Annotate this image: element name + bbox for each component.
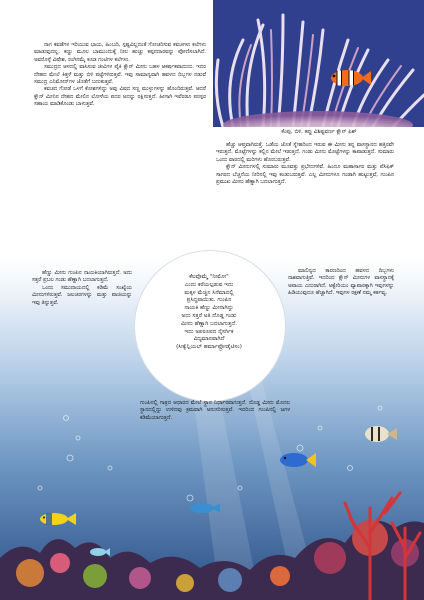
clownfish-anemone-photo (213, 0, 424, 127)
pull-quote-line: (ಸೀಕ್ವೆನ್ಷಿಯಲ್ ಹರ್ಮಾಫ್ರೋಡೈಟಿಸಂ) (176, 344, 242, 351)
article-column-center-bottom: ಗುಂಪಿನಲ್ಲಿ ಗಾತ್ರದ ಆಧಾರದ ಮೇಲೆ ಸ್ಥಾನ ನಿರ್ಧಾರವಾಗುತ್ತದೆ. ದೊಡ್ಡ ಮೀನು ಮೊದಲ ಸ್ಥಾನದಲ್ಲಿದ್ದು ಉಳಿದವು ಕ್ರಮವಾಗಿ ಅನುಸರಿಸುತ್ತವೆ. ಇದರಿಂದ ಗುಂಪಿನಲ್ಲಿ ಜಗಳ ಕಡಿಮೆಯಾಗುತ್ತದೆ. (140, 400, 290, 421)
paragraph: ಕವಚದ ಗೋಡೆ ಒಳಗೆ ಕೋಶಗಳಿದ್ದು ಅವು ವಿಷದ ಸಣ್ಣ ಮುಳ್ಳುಗಳನ್ನು ಹೊಂದಿರುತ್ತವೆ. ಆದರೆ ಕ್ಲೌನ್ ಮೀನಿನ ದೇಹದ ಮೇಲಿನ ಲೋಳೆಯ ಪದರ ಅದನ್ನು ರಕ್ಷಿಸುತ್ತದೆ. ಹೀಗಾಗಿ ಇವೆರಡೂ ಪರಸ್ಪರ ಸಹಾಯ ಮಾಡಿಕೊಂಡು ಬಾಳುತ್ತವೆ. (34, 86, 206, 108)
article-column-right (216, 142, 394, 262)
pull-quote-line: ಪ್ರಸಿದ್ಧವಾಯಿತು. ಗುಂಪಿನ (186, 297, 232, 304)
paragraph: ಸಮುದ್ರದ ಆಳದಲ್ಲಿ ವಾಸಿಸುವ ಜೀವಿಗಳ ಪೈಕಿ ಕ್ಲೌನ್ ಮೀನು ಬಹಳ ಆಕರ್ಷಕವಾದುದು. ಇದರ ದೇಹದ ಮೇಲೆ ಕಿತ್ತಳೆ ಮತ್ತು ಬಿಳಿ ಪಟ್ಟೆಗಳಿರುತ್ತವೆ. ಇವು ಸಾಮಾನ್ಯವಾಗಿ ಹವಳದ ದಿಬ್ಬಗಳ ನಡುವೆ ಸಮುದ್ರ ಎನಿಮೋನ್‌ಗಳ ಜೊತೆಗೆ ಬದುಕುತ್ತವೆ. (34, 64, 206, 86)
paragraph: ಹೆಣ್ಣು ಮೀನು ಗುಂಪಿನ ನಾಯಕಿಯಾಗಿರುತ್ತದೆ. ಅದು ಸತ್ತರೆ ಪ್ರಬಲ ಗಂಡು ಹೆಣ್ಣಾಗಿ ಬದಲಾಗುತ್ತದೆ. (32, 270, 132, 284)
angelfish-icon (365, 426, 397, 442)
yellow-fish-icon (40, 513, 76, 525)
pull-quote-line: ಮಕ್ಕಳ ಮೆಚ್ಚಿನ ಸಿನೆಮಾದಲ್ಲಿ (184, 289, 234, 296)
pull-quote-line: ವಿದ್ಯಮಾನವಾಗಿದೆ (193, 336, 225, 343)
pull-quote-line: ಕೆಲವೊಮ್ಮೆ "ನೀಮೋ" (189, 274, 229, 280)
pull-quote-line: ಅದು ಸತ್ತರೆ ಅತಿ ದೊಡ್ಡ ಗಂಡು (181, 312, 237, 319)
pull-quote-line: ನಾಯಕಿ ಹೆಣ್ಣು ಮೀನಾಗಿದ್ದು (184, 305, 234, 312)
article-column-left-bottom (32, 270, 132, 400)
pull-quote (149, 274, 269, 384)
article-column-left (34, 42, 206, 258)
pull-quote-line: ಎಂದು ಕರೆಯಲ್ಪಡುವ ಇದು (184, 281, 234, 288)
photo-caption: ಕೆಂಪು, ಬಿಳಿ, ಕಪ್ಪು ವಿಶಿಷ್ಟವರ್ಣ ಕ್ಲೌನ್ ಫಿಶ್ (281, 129, 357, 135)
anemone-illustration (213, 0, 424, 127)
pull-quote-line: ಇದು ಅಪರೂಪದ ನೈಸರ್ಗಿಕ (184, 328, 234, 335)
pull-quote-line: ಮೀನು ಹೆಣ್ಣಾಗಿ ಬದಲಾಗುತ್ತದೆ. (180, 320, 238, 327)
paragraph: ನಾಗ ಕವಡೆಗಳ ಇರಿಯುವ ಛಾಯ, ಹಿಂಬದಿ, ಸ್ಪಷ್ಟವಿಲ್ಲದಂತೆ ಗೋಚರಿಸುವ ಕವಚಗಳು ಕಲೆಗಳು ಮಾಡುವುದಲ್ಲ. ಕಣ್ಣು ಮೂಲ ಬಾಮುಂದುಕ್ಕೆ ನೀಲ ಹುಚ್ಚು ಕಪ್ಪನದಾರವನ್ನು ಪೋಣಿಸಲಾಗಿದೆ. ಅವರೊಳ್ಳೆ ವಿಷೇಶ, ರಂಗಿನಮೈ ಕೂಡ ಗಂಟಿಗಳ ಕಲೆಗಳು. (34, 42, 206, 63)
article-column-right-bottom (288, 268, 394, 406)
paragraph: ಕ್ಲೌನ್ ಮೀನುಗಳಲ್ಲಿ ಸುಮಾರು ಮೂವತ್ತು ಪ್ರಭೇದಗಳಿವೆ. ಹಿಂದೂ ಮಹಾಸಾಗರ ಮತ್ತು ಪೆಸಿಫಿಕ್ ಸಾಗರದ ಬೆಚ್ಚನೆಯ ನೀರಿನಲ್ಲಿ ಇವು ಕಂಡುಬರುತ್ತವೆ. ಎಲ್ಲ ಮೀನುಗಳೂ ಗಂಡಾಗಿ ಹುಟ್ಟುತ್ತವೆ, ಗುಂಪಿನ ಪ್ರಮುಖ ಮೀನು ಹೆಣ್ಣಾಗಿ ಬದಲಾಗುತ್ತದೆ. (216, 164, 394, 186)
paragraph: ಒಂದು ಸಮುದಾಯದಲ್ಲಿ ಕಡಿಮೆ ಸಂಖ್ಯೆಯ ಮೀನುಗಳಿರುತ್ತವೆ. ಜಲಚರಗಳನ್ನು ಮತ್ತು ಪಾಚಿಯನ್ನು ಇವು ತಿನ್ನುತ್ತವೆ. (32, 284, 132, 306)
paragraph: ಮಾಲಿನ್ಯದ ಕಾರಣದಿಂದ ಹವಳದ ದಿಬ್ಬಗಳು ನಾಶವಾಗುತ್ತಿವೆ. ಇದರಿಂದ ಕ್ಲೌನ್ ಮೀನುಗಳ ವಾಸಸ್ಥಾನಕ್ಕೆ ಅಪಾಯ ಎದುರಾಗಿದೆ. ಅಕ್ವೇರಿಯಂ ವ್ಯಾಪಾರಕ್ಕಾಗಿ ಇವುಗಳನ್ನು ಹಿಡಿಯುವುದೂ ಹೆಚ್ಚಾಗಿದೆ. ಇವುಗಳ ರಕ್ಷಣೆ ನಮ್ಮ ಕರ್ತವ್ಯ. (288, 268, 394, 297)
paragraph: ಹೆಚ್ಚು ಆಪ್ತವಾಗಿರುತ್ತೆ. ಒಡೆಯ ಜೊತೆ ಸ್ನೇಹದಿಂದ ಇರುವ ಈ ಮೀನು ತನ್ನ ವಾಸಸ್ಥಾನದ ಹತ್ತಿರವೇ ಇರುತ್ತದೆ. ಮೊಟ್ಟೆಗಳನ್ನು ಕಲ್ಲಿನ ಮೇಲೆ ಇಡುತ್ತದೆ. ಗಂಡು ಮೀನು ಮೊಟ್ಟೆಗಳನ್ನು ಕಾಪಾಡುತ್ತದೆ. ಸುಮಾರು ಒಂದು ವಾರದಲ್ಲಿ ಮರಿಗಳು ಹೊರಬರುತ್ತವೆ. (216, 142, 394, 163)
